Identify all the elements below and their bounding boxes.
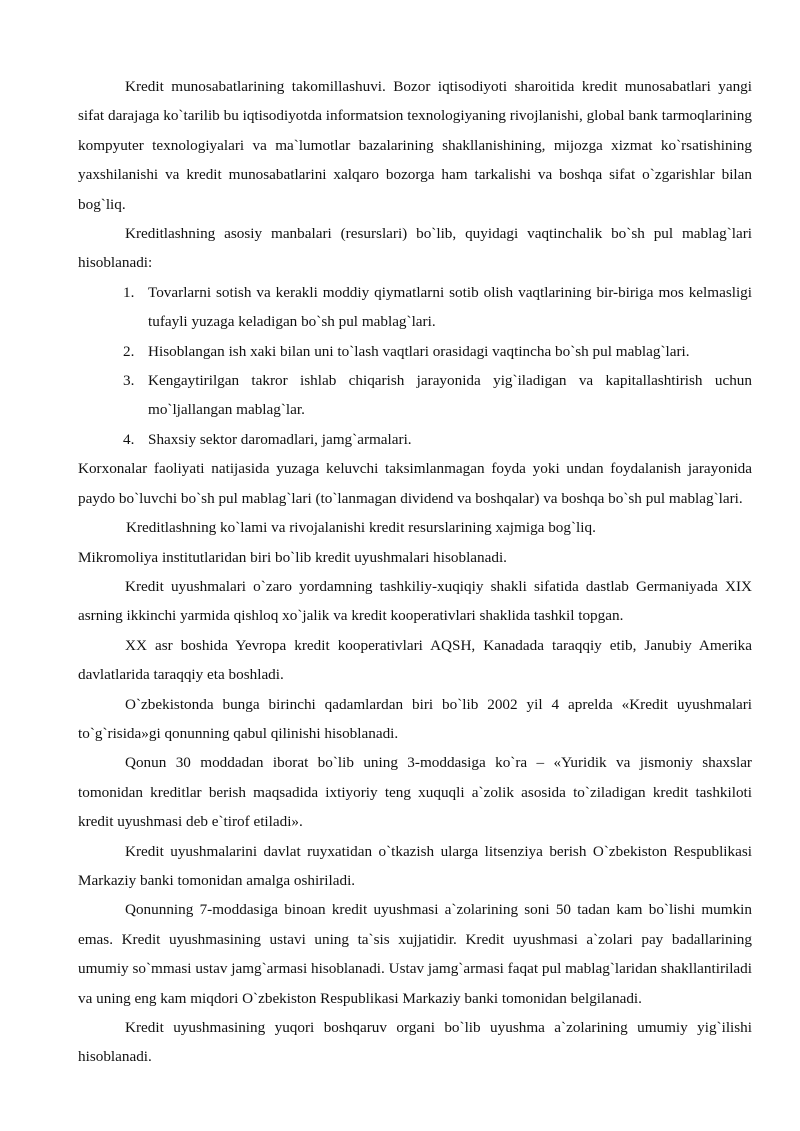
list-item-number: 4. bbox=[123, 430, 135, 448]
paragraph-modda-7: Qonunning 7-moddasiga binoan kredit uyushmasi a`zolarining soni 50 tadan kam bo`lishi mumkin emas. Kredit uyushmasining ustavi uning ta`sis xujjatidir. Kredit uyushmasi a`zolari pay badallarining umumiy so`mmasi ustav jamg`armasi hisoblanadi. Ustav jamg`armasi faqat pul mablag`laridan shakllantiriladi va uning eng kam miqdori O`zbekiston Respublikasi Markaziy banki tomonidan belgilanadi. bbox=[78, 901, 752, 1007]
paragraph-mikromoliya: Mikromoliya institutlaridan biri bo`lib kredit uyushmalari hisoblanadi. bbox=[78, 548, 507, 566]
resource-list bbox=[78, 278, 752, 454]
paragraph-korxonalar: Korxonalar faoliyati natijasida yuzaga keluvchi taksimlanmagan foyda yoki undan foydalanish jarayonida paydo bo`luvchi bo`sh pul mablag`lari (to`lanmagan dividend va boshqalar) va boshqa bo`sh pul mablag`lari. bbox=[78, 460, 752, 507]
list-item bbox=[78, 278, 752, 337]
paragraph-kreditlash-manbalari: Kreditlashning asosiy manbalari (resurslari) bo`lib, quyidagi vaqtinchalik bo`sh pul mablag`lari hisoblanadi: bbox=[78, 225, 752, 272]
list-item-text: Shaxsiy sektor daromadlari, jamg`armalari. bbox=[148, 430, 412, 448]
list-item bbox=[78, 366, 752, 425]
document-page bbox=[78, 72, 752, 1072]
paragraph-germaniya: Kredit uyushmalari o`zaro yordamning tashkiliy-xuqiqiy shakli sifatida dastlab Germaniyada XIX asrning ikkinchi yarmida qishloq xo`jalik va kredit kooperativlari shaklida tashkil topgan. bbox=[78, 577, 752, 625]
paragraph-kreditlash-kolami: Kreditlashning ko`lami va rivojalanishi kredit resurslarining xajmiga bog`liq. bbox=[126, 519, 596, 537]
list-item-number: 2. bbox=[123, 342, 135, 360]
list-item bbox=[78, 425, 752, 454]
list-item-number: 3. bbox=[123, 372, 135, 390]
paragraph-boshqaruv: Kredit uyushmasining yuqori boshqaruv organi bo`lib uyushma a`zolarining umumiy yig`ilishi hisoblanadi. bbox=[78, 1019, 752, 1066]
paragraph-ozbekiston: O`zbekistonda bunga birinchi qadamlardan biri bo`lib 2002 yil 4 aprelda «Kredit uyushmalari to`g`risida»gi qonunning qabul qilinishi hisoblanadi. bbox=[78, 695, 752, 742]
paragraph-qonun-30: Qonun 30 moddadan iborat bo`lib uning 3-moddasiga ko`ra – «Yuridik va jismoniy shaxslar tomonidan kreditlar berish maqsadida ixtiyoriy teng xuquqli a`zolik asosida to`ziladigan kredit tashkiloti kredit uyushmasi deb e`tirof etiladi». bbox=[78, 754, 752, 831]
list-item-number: 1. bbox=[123, 283, 135, 301]
list-item bbox=[78, 337, 752, 366]
list-item-text: Tovarlarni sotish va kerakli moddiy qiymatlarni sotib olish vaqtlarining bir-biriga mos kelmasligi tufayli yuzaga keladigan bo`sh pul mablag`lari. bbox=[148, 283, 752, 331]
list-item-text: Kengaytirilgan takror ishlab chiqarish jarayonida yig`iladigan va kapitallashtirish uchun mo`ljallangan mablag`lar. bbox=[148, 372, 752, 419]
paragraph-xx-asr: XX asr boshida Yevropa kredit kooperativlari AQSH, Kanadada taraqqiy etib, Janubiy Amerika davlatlarida taraqqiy eta boshladi. bbox=[78, 636, 752, 684]
paragraph-davlat-ruyxati: Kredit uyushmalarini davlat ruyxatidan o`tkazish ularga litsenziya berish O`zbekiston Respublikasi Markaziy banki tomonidan amalga oshiriladi. bbox=[78, 842, 752, 889]
paragraph-kredit-munosabatlari: Kredit munosabatlarining takomillashuvi. Bozor iqtisodiyoti sharoitida kredit munosabatlari yangi sifat darajaga ko`tarilib bu iqtisodiyotda informatsion texnologiyaning rivojlanishi, global bank tarmoqlarining kompyuter texnologiyalari va ma`lumotlar bazalarining shakllanishining, mijozga xizmat ko`rsatishining yaxshilanishi va kredit munosabatlarini xalqaro bozorga ham tarkalishi va boshqa sifat o`zgarishlar bilan bog`liq. bbox=[78, 78, 752, 213]
list-item-text: Hisoblangan ish xaki bilan uni to`lash vaqtlari orasidagi vaqtincha bo`sh pul mablag`lari. bbox=[148, 342, 690, 360]
